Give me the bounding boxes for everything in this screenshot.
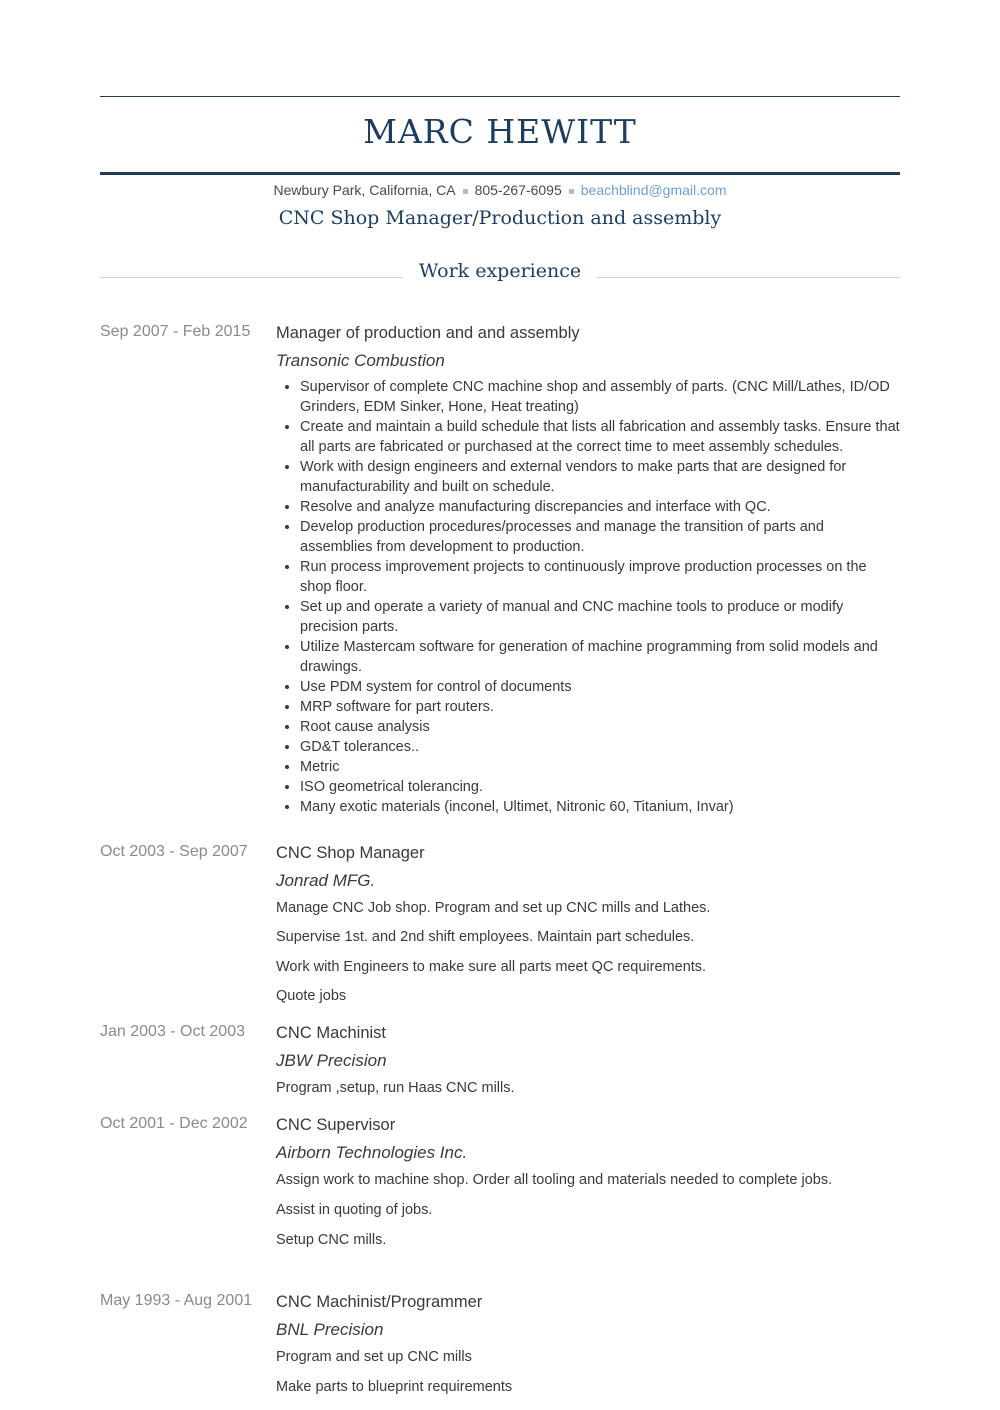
- email-link[interactable]: beachblind@gmail.com: [580, 182, 727, 198]
- job-dates: May 1993 - Aug 2001: [100, 1292, 253, 1309]
- list-item: • Root cause analysis: [300, 717, 900, 737]
- list-item: • Create and maintain a build schedule that lists all fabrication and assembly tasks. Ensure that all parts are fabricated or purchased at the correct time to meet assembly schedules.: [300, 417, 900, 457]
- job-title: CNC Machinist/Programmer: [276, 1293, 483, 1311]
- section-header-work: [100, 260, 900, 290]
- headline: CNC Shop Manager/Production and assembly: [278, 207, 722, 229]
- list-item: • Utilize Mastercam software for generation of machine programming from solid models and drawings.: [300, 637, 900, 677]
- job-dates: Sep 2007 - Feb 2015: [100, 323, 251, 340]
- list-item: • Run process improvement projects to continuously improve production processes on the shop floor.: [300, 557, 900, 597]
- list-item: • MRP software for part routers.: [300, 697, 900, 717]
- job-content: [276, 843, 900, 1006]
- job-description: Manage CNC Job shop. Program and set up CNC mills and Lathes.: [276, 900, 711, 916]
- job-company: Jonrad MFG.: [276, 871, 376, 890]
- job-description: Quote jobs: [276, 988, 347, 1004]
- job-content: [276, 1292, 900, 1397]
- job-company: Transonic Combustion: [276, 351, 445, 370]
- job-dates: Jan 2003 - Oct 2003: [100, 1023, 245, 1040]
- job-title: CNC Shop Manager: [276, 844, 425, 862]
- job-dates: Oct 2001 - Dec 2002: [100, 1115, 248, 1132]
- job-title: CNC Machinist: [276, 1024, 387, 1042]
- job-content: [276, 323, 900, 817]
- list-item: • GD&T tolerances..: [300, 737, 900, 757]
- job-content: [276, 1023, 900, 1098]
- list-item: • Many exotic materials (inconel, Ultimet, Nitronic 60, Titanium, Invar): [300, 797, 900, 817]
- list-item: • Work with design engineers and external vendors to make parts that are designed for manufacturability and built on schedule.: [300, 457, 900, 497]
- job-description: Make parts to blueprint requirements: [276, 1379, 513, 1395]
- list-item: • Resolve and analyze manufacturing discrepancies and interface with QC.: [300, 497, 900, 517]
- job-description: Assign work to machine shop. Order all tooling and materials needed to complete jobs.: [276, 1172, 833, 1188]
- job-dates: Oct 2003 - Sep 2007: [100, 843, 248, 860]
- separator-dot-icon: [569, 189, 574, 194]
- job-company: Airborn Technologies Inc.: [276, 1143, 468, 1162]
- job-description: Supervise 1st. and 2nd shift employees. Maintain part schedules.: [276, 929, 695, 945]
- list-item: • Set up and operate a variety of manual and CNC machine tools to produce or modify precision parts.: [300, 597, 900, 637]
- list-item: • Metric: [300, 757, 900, 777]
- list-item: • Supervisor of complete CNC machine shop and assembly of parts. (CNC Mill/Lathes, ID/OD Grinders, EDM Sinker, Hone, Heat treating): [300, 377, 900, 417]
- job-description: Program and set up CNC mills: [276, 1349, 472, 1365]
- job-description: Program ,setup, run Haas CNC mills.: [276, 1080, 515, 1096]
- job-title: CNC Supervisor: [276, 1116, 396, 1134]
- list-item: • Use PDM system for control of documents: [300, 677, 900, 697]
- job-title: Manager of production and and assembly: [276, 324, 580, 342]
- job-company: BNL Precision: [276, 1320, 384, 1339]
- contact-line: [100, 182, 900, 198]
- name-underline: [100, 172, 900, 175]
- job-description: Setup CNC mills.: [276, 1232, 387, 1248]
- job-company: JBW Precision: [276, 1051, 387, 1070]
- job-description: Work with Engineers to make sure all parts meet QC requirements.: [276, 959, 707, 975]
- list-item: • Develop production procedures/processes and manage the transition of parts and assemblies from development to production.: [300, 517, 900, 557]
- job-bullet-list: [276, 377, 900, 817]
- phone: 805-267-6095: [474, 182, 562, 198]
- separator-dot-icon: [463, 189, 468, 194]
- job-content: [276, 1115, 900, 1250]
- job-description: Assist in quoting of jobs.: [276, 1202, 433, 1218]
- location: Newbury Park, California, CA: [273, 182, 456, 198]
- top-divider: [100, 96, 900, 97]
- section-title: Work experience: [418, 260, 582, 282]
- list-item: • ISO geometrical tolerancing.: [300, 777, 900, 797]
- candidate-name: MARC HEWITT: [363, 112, 637, 151]
